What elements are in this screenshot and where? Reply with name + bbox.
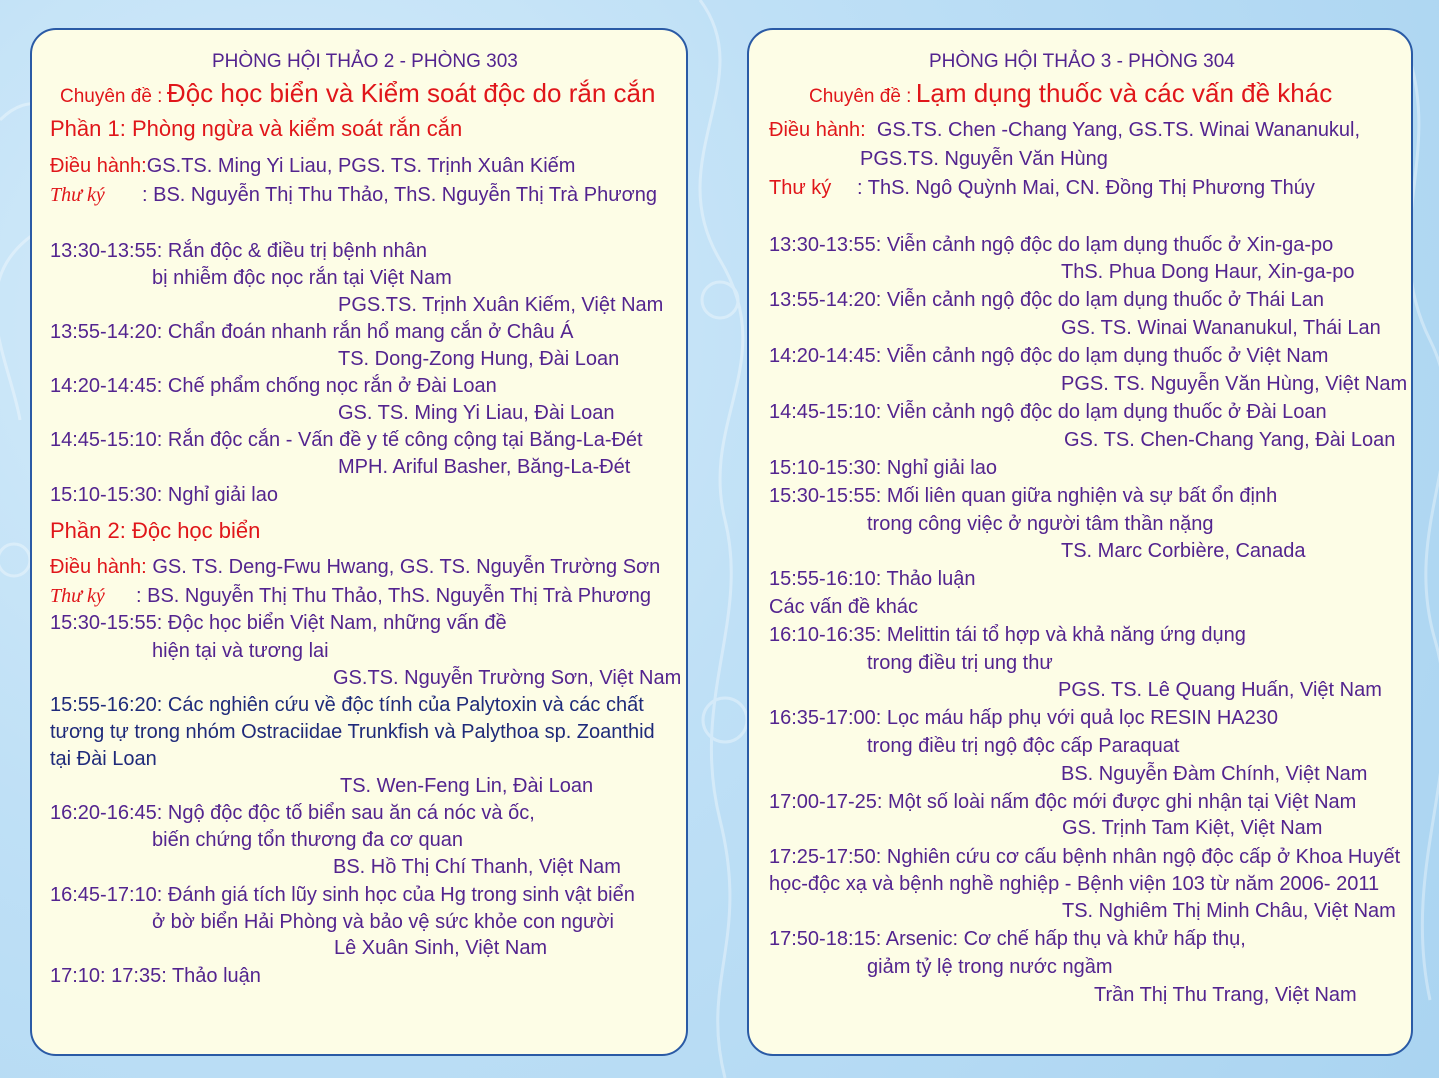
chair-names-cont: PGS.TS. Nguyễn Văn Hùng: [860, 148, 1108, 170]
discussion: 17:10: 17:35: Thảo luận: [50, 965, 261, 987]
session-3-title: 14:20-14:45: Chế phẩm chống nọc rắn ở Đài Loan: [50, 375, 497, 397]
part1-title: Phần 1: Phòng ngừa và kiểm soát rắn cắn: [50, 116, 463, 141]
session-7-title-cont: biến chứng tổn thương đa cơ quan: [152, 829, 463, 851]
session-3-speaker: GS. TS. Ming Yi Liau, Đài Loan: [338, 402, 615, 424]
session-1-title: 13:30-13:55: Rắn độc & điều trị bệnh nhân: [50, 240, 427, 262]
session-1-speaker: ThS. Phua Dong Haur, Xin-ga-po: [1061, 261, 1355, 283]
session-5-speaker: GS.TS. Nguyễn Trường Sơn, Việt Nam: [333, 667, 682, 689]
secretary-line: [769, 178, 1315, 198]
part2-secretary-line: [50, 586, 651, 606]
right-session-panel: [747, 28, 1413, 1056]
chair-line: [769, 120, 1360, 140]
session-4-speaker: GS. TS. Chen-Chang Yang, Đài Loan: [1064, 429, 1396, 451]
session-5-speaker: TS. Marc Corbière, Canada: [1061, 540, 1306, 562]
session-6-title-cont: tương tự trong nhóm Ostraciidae Trunkfish và Palythoa sp. Zoanthid: [50, 721, 655, 743]
session-4-speaker: MPH. Ariful Basher, Băng-La-Đét: [338, 456, 631, 478]
session-2-speaker: TS. Dong-Zong Hung, Đài Loan: [338, 348, 620, 370]
chair-names: GS.TS. Chen -Chang Yang, GS.TS. Winai Wananukul,: [876, 119, 1361, 141]
session-6-speaker: PGS. TS. Lê Quang Huấn, Việt Nam: [1058, 679, 1382, 701]
topic-label: Chuyên đề :: [809, 86, 912, 107]
session-1-title-cont: bị nhiễm độc nọc rắn tại Việt Nam: [152, 267, 452, 289]
session-5-title: 15:30-15:55: Độc học biển Việt Nam, những vấn đề: [50, 612, 507, 634]
session-6-title-cont2: tại Đài Loan: [50, 748, 157, 770]
topic-heading: [60, 80, 655, 106]
session-1-title: 13:30-13:55: Viễn cảnh ngộ độc do lạm dụng thuốc ở Xin-ga-po: [769, 234, 1334, 256]
chair-label: Điều hành:: [50, 556, 147, 578]
secretary-names: : BS. Nguyễn Thị Thu Thảo, ThS. Nguyễn Thị Trà Phương: [136, 585, 651, 607]
session-8-speaker: Lê Xuân Sinh, Việt Nam: [334, 937, 548, 959]
session-8-title: 17:00-17-25: Một số loài nấm độc mới được ghi nhận tại Việt Nam: [769, 791, 1357, 813]
session-7-title-cont: trong điều trị ngộ độc cấp Paraquat: [867, 735, 1180, 757]
room-title: PHÒNG HỘI THẢO 2 - PHÒNG 303: [212, 51, 518, 72]
session-10-speaker: Trần Thị Thu Trang, Việt Nam: [1094, 984, 1357, 1006]
secretary-names: : BS. Nguyễn Thị Thu Thảo, ThS. Nguyễn Thị Trà Phương: [142, 184, 657, 206]
session-7-title: 16:20-16:45: Ngộ độc độc tố biển sau ăn cá nóc và ốc,: [50, 802, 535, 824]
session-8-title: 16:45-17:10: Đánh giá tích lũy sinh học của Hg trong sinh vật biển: [50, 884, 635, 906]
secretary-names: : ThS. Ngô Quỳnh Mai, CN. Đồng Thị Phương Thúy: [857, 177, 1315, 199]
part2-chair-line: [50, 557, 660, 577]
session-4-title: 14:45-15:10: Rắn độc cắn - Vấn đề y tế công cộng tại Băng-La-Đét: [50, 429, 643, 451]
session-8-speaker: GS. Trịnh Tam Kiệt, Việt Nam: [1062, 817, 1323, 839]
part2-title: Phần 2: Độc học biển: [50, 518, 261, 543]
room-title: PHÒNG HỘI THẢO 3 - PHÒNG 304: [929, 51, 1235, 72]
topic-title: Lạm dụng thuốc và các vấn đề khác: [915, 78, 1333, 108]
session-7-speaker: BS. Nguyễn Đàm Chính, Việt Nam: [1061, 763, 1368, 785]
session-7-speaker: BS. Hồ Thị Chí Thanh, Việt Nam: [333, 856, 621, 878]
session-10-title: 17:50-18:15: Arsenic: Cơ chế hấp thụ và khử hấp thụ,: [769, 928, 1246, 950]
session-9-title: 17:25-17:50: Nghiên cứu cơ cấu bệnh nhân ngộ độc cấp ở Khoa Huyết: [769, 846, 1401, 868]
session-9-speaker: TS. Nghiêm Thị Minh Châu, Việt Nam: [1062, 900, 1396, 922]
session-5-title-cont: hiện tại và tương lai: [152, 640, 329, 662]
session-7-title: 16:35-17:00: Lọc máu hấp phụ với quả lọc RESIN HA230: [769, 707, 1278, 729]
session-1-speaker: PGS.TS. Trịnh Xuân Kiếm, Việt Nam: [338, 294, 664, 316]
session-2-speaker: GS. TS. Winai Wananukul, Thái Lan: [1061, 317, 1381, 339]
session-5-title: 15:30-15:55: Mối liên quan giữa nghiện và sự bất ổn định: [769, 485, 1278, 507]
session-9-title-cont: học-độc xạ và bệnh nghề nghiệp - Bệnh viện 103 từ năm 2006- 2011: [769, 873, 1380, 895]
break: 15:10-15:30: Nghỉ giải lao: [50, 484, 278, 506]
session-3-title: 14:20-14:45: Viễn cảnh ngộ độc do lạm dụng thuốc ở Việt Nam: [769, 345, 1329, 367]
session-2-title: 13:55-14:20: Viễn cảnh ngộ độc do lạm dụng thuốc ở Thái Lan: [769, 289, 1325, 311]
topic-label: Chuyên đề :: [60, 86, 163, 107]
session-6-title: 15:55-16:20: Các nghiên cứu về độc tính của Palytoxin và các chất: [50, 694, 644, 716]
part1-chair-line: [50, 156, 575, 176]
session-6-title: 16:10-16:35: Melittin tái tổ hợp và khả năng ứng dụng: [769, 624, 1246, 646]
session-4-title: 14:45-15:10: Viễn cảnh ngộ độc do lạm dụng thuốc ở Đài Loan: [769, 401, 1327, 423]
secretary-label: Thư ký: [769, 177, 832, 199]
topic-heading: [809, 80, 1332, 106]
part1-secretary-line: [50, 185, 657, 205]
session-8-title-cont: ở bờ biển Hải Phòng và bảo vệ sức khỏe con người: [152, 911, 614, 933]
other-topics-title: Các vấn đề khác: [769, 596, 918, 618]
session-6-speaker: TS. Wen-Feng Lin, Đài Loan: [340, 775, 594, 797]
topic-title: Độc học biển và Kiểm soát độc do rắn cắn: [166, 78, 656, 108]
chair-label: Điều hành:: [50, 155, 147, 177]
chair-names: GS.TS. Ming Yi Liau, PGS. TS. Trịnh Xuân Kiếm: [146, 155, 576, 177]
session-3-speaker: PGS. TS. Nguyễn Văn Hùng, Việt Nam: [1061, 373, 1408, 395]
session-6-title-cont: trong điều trị ung thư: [867, 652, 1053, 674]
discussion: 15:55-16:10: Thảo luận: [769, 568, 976, 590]
secretary-label: Thư ký: [50, 184, 105, 206]
left-session-panel: [30, 28, 688, 1056]
chair-label: Điều hành:: [769, 119, 866, 141]
session-2-title: 13:55-14:20: Chẩn đoán nhanh rắn hổ mang cắn ở Châu Á: [50, 321, 574, 343]
break: 15:10-15:30: Nghỉ giải lao: [769, 457, 997, 479]
session-5-title-cont: trong công việc ở người tâm thần nặng: [867, 513, 1214, 535]
secretary-label: Thư ký: [50, 585, 105, 607]
session-10-title-cont: giảm tỷ lệ trong nước ngầm: [867, 956, 1113, 978]
chair-names: GS. TS. Deng-Fwu Hwang, GS. TS. Nguyễn Trường Sơn: [152, 556, 661, 578]
